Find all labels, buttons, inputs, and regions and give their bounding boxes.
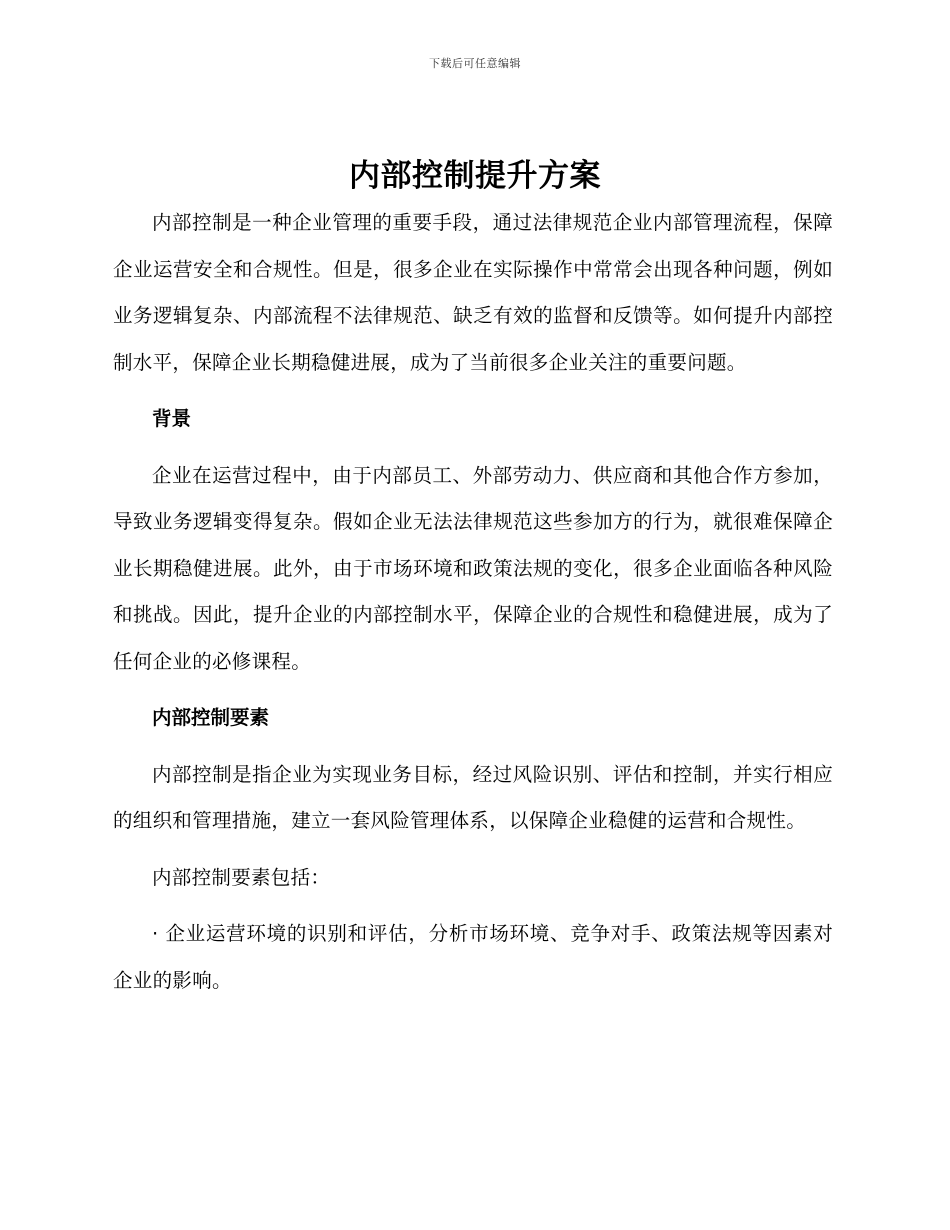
elements-list-intro: 内部控制要素包括： bbox=[152, 865, 331, 889]
background-paragraph: 企业在运营过程中，由于内部员工、外部劳动力、供应商和其他合作方参加，导致业务逻辑变得复杂。假如企业无法法律规范这些参加方的行为，就很难保障企业长期稳健进展。此外，由于市场环境和政策法规的变化，很多企业面临各种风险和挑战。因此，提升企业的内部控制水平，保障企业的合规性和稳健进展，成为了任何企业的必修课程。 bbox=[113, 463, 833, 673]
document-title: 内部控制提升方案 bbox=[349, 158, 601, 194]
section-heading-background: 背景 bbox=[152, 407, 192, 430]
intro-paragraph: 内部控制是一种企业管理的重要手段，通过法律规范企业内部管理流程，保障企业运营安全和合规性。但是，很多企业在实际操作中常常会出现各种问题，例如业务逻辑复杂、内部流程不法律规范、缺乏有效的监督和反馈等。如何提升内部控制水平，保障企业长期稳健进展，成为了当前很多企业关注的重要问题。 bbox=[113, 211, 833, 374]
bullet-item-environment: · 企业运营环境的识别和评估，分析市场环境、竞争对手、政策法规等因素对企业的影响。 bbox=[113, 922, 833, 992]
header-note: 下载后可任意编辑 bbox=[429, 57, 521, 70]
section-heading-internal-control-elements: 内部控制要素 bbox=[152, 706, 270, 729]
document-body bbox=[113, 200, 833, 1004]
internal-control-definition-paragraph: 内部控制是指企业为实现业务目标，经过风险识别、评估和控制，并实行相应的组织和管理措施，建立一套风险管理体系，以保障企业稳健的运营和合规性。 bbox=[113, 762, 833, 832]
